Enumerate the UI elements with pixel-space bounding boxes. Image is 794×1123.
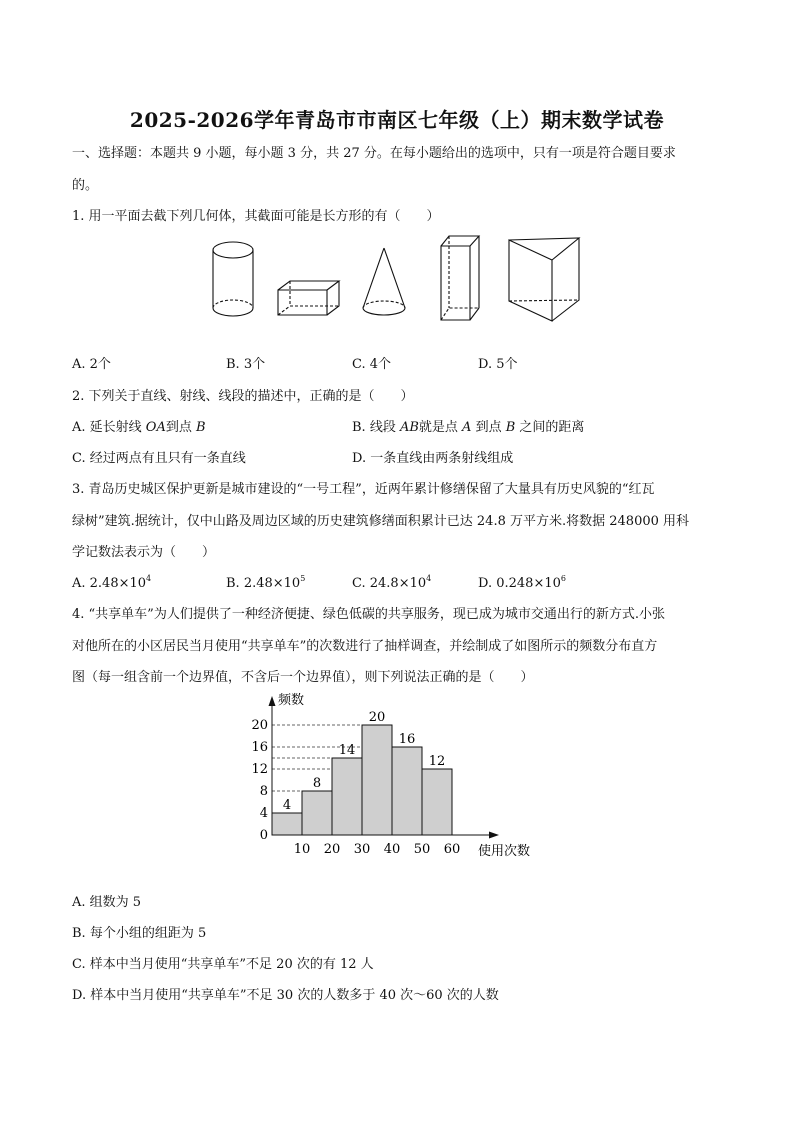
- q4-stem-line3: 图（每一组含前一个边界值，不含后一个边界值），则下列说法正确的是（ ）: [72, 670, 534, 685]
- q1-option-b: B. 3个: [226, 357, 266, 372]
- section-heading-line2: 的。: [72, 178, 99, 193]
- y-tick-label: 12: [251, 762, 268, 777]
- q4-option-b: B. 每个小组的组距为 5: [72, 926, 207, 941]
- q2-option-a-var2: B: [195, 420, 206, 435]
- x-tick-label: 50: [413, 842, 431, 857]
- y-tick-label: 8: [259, 784, 268, 799]
- x-axis-arrow: [489, 832, 499, 839]
- q3-option-c-exponent: 4: [426, 574, 432, 583]
- q2-option-d: D. 一条直线由两条射线组成: [352, 451, 514, 466]
- q2-option-b-mid2: 到点: [471, 420, 506, 435]
- q4-option-c: C. 样本中当月使用“共享单车”不足 20 次的有 12 人: [72, 957, 374, 972]
- section-heading-line1: 一、选择题：本题共 9 小题，每小题 3 分，共 27 分。在每小题给出的选项中，只有一项是符合题目要求: [72, 146, 676, 161]
- histogram-bar: [302, 791, 332, 835]
- triangular-prism-icon: [509, 238, 579, 321]
- x-axis-label: 使用次数: [478, 844, 531, 859]
- q1-figures: [200, 228, 600, 328]
- histogram-bar: [392, 747, 422, 835]
- bar-value-label: 14: [338, 743, 356, 758]
- frequency-histogram: [240, 688, 550, 863]
- q2-option-b-var2: A: [462, 420, 472, 435]
- bar-value-label: 16: [398, 732, 416, 747]
- q3-option-b-exponent: 5: [300, 574, 306, 583]
- q1-option-d: D. 5个: [478, 357, 518, 372]
- q2-option-b-mid1: 就是点: [418, 420, 463, 435]
- x-tick-label: 60: [443, 842, 461, 857]
- bar-value-label: 20: [368, 710, 386, 725]
- y-tick-label: 0: [259, 828, 268, 843]
- q2-option-a: [72, 420, 206, 436]
- y-tick-label: 20: [251, 718, 268, 733]
- histogram-bar: [422, 769, 452, 835]
- y-axis-arrow: [269, 696, 276, 706]
- q2-option-c: C. 经过两点有且只有一条直线: [72, 451, 246, 466]
- q3-option-c-text: C. 24.8×10: [352, 576, 427, 591]
- bar-value-label: 8: [312, 776, 322, 791]
- bar-value-label: 4: [282, 798, 292, 813]
- q2-option-b-text: B. 线段: [352, 420, 400, 435]
- cylinder-icon: [213, 242, 253, 316]
- q3-stem-line2: 绿树”建筑.据统计，仅中山路及周边区域的历史建筑修缮面积累计已达 24.8 万平方米.将数据 248000 用科: [72, 514, 690, 529]
- q2-option-b-post: 之间的距离: [515, 420, 585, 435]
- q2-stem: 2. 下列关于直线、射线、线段的描述中，正确的是（ ）: [72, 389, 414, 404]
- y-tick-label: 16: [251, 740, 268, 755]
- q4-option-d: D. 样本中当月使用“共享单车”不足 30 次的人数多于 40 次～60 次的人数: [72, 988, 499, 1003]
- q1-stem: 1. 用一平面去截下列几何体，其截面可能是长方形的有（ ）: [72, 209, 440, 224]
- q2-option-a-text: A. 延长射线: [72, 420, 146, 435]
- x-tick-label: 10: [293, 842, 311, 857]
- q3-option-a-text: A. 2.48×10: [72, 576, 147, 591]
- q1-option-a: A. 2个: [72, 357, 111, 372]
- q4-option-a: A. 组数为 5: [72, 895, 142, 910]
- q2-option-b-var1: AB: [399, 420, 419, 435]
- q2-option-a-mid: 到点: [165, 420, 196, 435]
- q3-option-d-text: D. 0.248×10: [478, 576, 561, 591]
- q3-option-b: [226, 576, 305, 592]
- histogram-bar: [362, 725, 392, 835]
- x-tick-label: 30: [353, 842, 371, 857]
- bar-value-label: 12: [428, 754, 446, 769]
- q1-option-c: C. 4个: [352, 357, 392, 372]
- y-axis-label: 频数: [278, 693, 305, 708]
- q3-stem-line3: 学记数法表示为（ ）: [72, 545, 216, 560]
- q4-stem-line2: 对他所在的小区居民当月使用“共享单车”的次数进行了抽样调查，并绘制成了如图所示的频数分布直方: [72, 639, 658, 654]
- square-prism-icon: [441, 236, 479, 320]
- q3-option-b-text: B. 2.48×10: [226, 576, 301, 591]
- q3-option-a: [72, 576, 151, 592]
- cone-icon: [363, 248, 405, 315]
- page-title: 2025-2026学年青岛市市南区七年级（上）期末数学试卷: [129, 108, 665, 132]
- q3-option-d-exponent: 6: [560, 574, 566, 583]
- y-tick-label: 4: [259, 806, 268, 821]
- x-tick-label: 40: [383, 842, 401, 857]
- cuboid-icon: [278, 281, 339, 315]
- q2-option-a-var1: OA: [145, 420, 166, 435]
- q3-option-c: [352, 576, 431, 592]
- q3-option-d: [478, 576, 566, 592]
- histogram-bar: [332, 758, 362, 835]
- q2-option-b-var3: B: [505, 420, 516, 435]
- q2-option-b: [352, 420, 584, 436]
- q3-stem-line1: 3. 青岛历史城区保护更新是城市建设的“一号工程”，近两年累计修缮保留了大量具有历史风貌的“红瓦: [72, 482, 655, 497]
- q3-option-a-exponent: 4: [146, 574, 152, 583]
- x-tick-label: 20: [323, 842, 341, 857]
- histogram-bar: [272, 813, 302, 835]
- q4-stem-line1: 4. “共享单车”为人们提供了一种经济便捷、绿色低碳的共享服务，现已成为城市交通出行的新方式.小张: [72, 607, 665, 622]
